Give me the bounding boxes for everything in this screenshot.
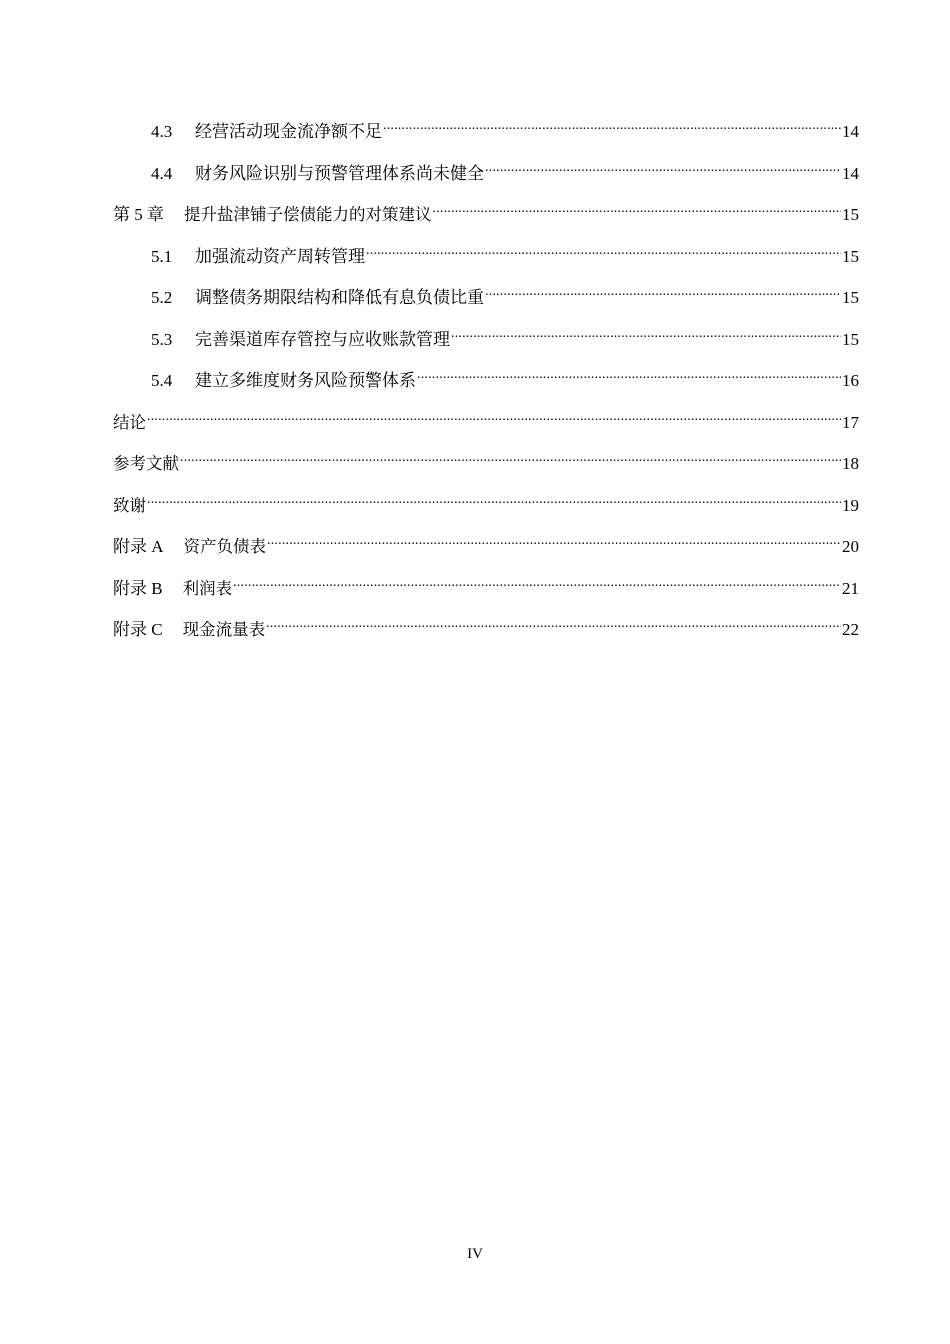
toc-entry-appendix-a[interactable] xyxy=(113,532,859,574)
toc-entry-page-number: 15 xyxy=(842,288,859,307)
toc-entry-page-number: 15 xyxy=(842,246,859,266)
toc-entry-page-number: 19 xyxy=(842,495,859,515)
toc-entry-number: 5.4 xyxy=(151,371,173,390)
toc-entry-page-number: 15 xyxy=(842,205,859,224)
toc-entry-number: 第 5 章 xyxy=(113,205,164,224)
toc-entry-title: 结论 xyxy=(113,412,146,432)
toc-dot-leader xyxy=(433,202,842,220)
toc-entry-page-number: 21 xyxy=(842,578,859,598)
toc-entry-5-4[interactable] xyxy=(113,366,859,408)
toc-entry-page-number: 14 xyxy=(842,122,859,141)
toc-entry-references[interactable] xyxy=(113,449,859,491)
toc-dot-leader xyxy=(485,285,841,303)
toc-entry-title: 建立多维度财务风险预警体系 xyxy=(195,371,416,390)
toc-entry-title: 致谢 xyxy=(113,495,146,515)
toc-entry-conclusion[interactable] xyxy=(113,408,859,450)
toc-entry-title: 参考文献 xyxy=(113,454,179,473)
toc-entry-page-number: 22 xyxy=(842,620,859,639)
toc-entry-number: 5.2 xyxy=(151,288,173,307)
toc-entry-4-3[interactable] xyxy=(113,117,859,159)
table-of-contents xyxy=(113,117,859,657)
toc-entry-5-3[interactable] xyxy=(113,325,859,367)
toc-dot-leader xyxy=(451,327,841,345)
toc-dot-leader xyxy=(180,451,841,469)
toc-dot-leader xyxy=(417,368,841,386)
toc-entry-5-2[interactable] xyxy=(113,283,859,325)
toc-entry-number: 附录 C xyxy=(113,620,163,639)
toc-entry-number: 4.4 xyxy=(151,163,173,183)
toc-entry-number: 5.3 xyxy=(151,329,173,349)
toc-dot-leader xyxy=(267,534,841,552)
toc-dot-leader xyxy=(233,576,841,594)
toc-dot-leader xyxy=(147,410,841,428)
toc-entry-appendix-b[interactable] xyxy=(113,574,859,616)
toc-entry-number: 附录 A xyxy=(113,537,164,556)
toc-entry-title: 提升盐津铺子偿债能力的对策建议 xyxy=(184,205,432,224)
toc-entry-chapter-5[interactable] xyxy=(113,200,859,242)
toc-entry-title: 现金流量表 xyxy=(182,620,266,639)
toc-entry-title: 经营活动现金流净额不足 xyxy=(195,122,382,141)
page-footer-number: IV xyxy=(467,1246,483,1262)
toc-entry-title: 完善渠道库存管控与应收账款管理 xyxy=(195,329,450,349)
toc-entry-number: 5.1 xyxy=(151,246,173,266)
toc-entry-page-number: 17 xyxy=(842,412,859,432)
toc-entry-number: 附录 B xyxy=(113,578,163,598)
toc-dot-leader xyxy=(366,244,841,262)
toc-dot-leader xyxy=(383,119,841,137)
toc-entry-acknowledgements[interactable] xyxy=(113,491,859,533)
toc-entry-number: 4.3 xyxy=(151,122,173,141)
toc-entry-page-number: 14 xyxy=(842,163,859,183)
toc-entry-title: 调整债务期限结构和降低有息负债比重 xyxy=(195,288,484,307)
toc-entry-4-4[interactable] xyxy=(113,159,859,201)
toc-entry-title: 资产负债表 xyxy=(183,537,267,556)
toc-entry-page-number: 15 xyxy=(842,329,859,349)
toc-entry-title: 利润表 xyxy=(182,578,233,598)
toc-entry-page-number: 16 xyxy=(842,371,859,390)
toc-entry-page-number: 18 xyxy=(842,454,859,473)
toc-entry-appendix-c[interactable] xyxy=(113,615,859,657)
toc-dot-leader xyxy=(266,617,841,635)
toc-entry-5-1[interactable] xyxy=(113,242,859,284)
toc-dot-leader xyxy=(147,493,841,511)
toc-dot-leader xyxy=(485,161,841,179)
toc-entry-page-number: 20 xyxy=(842,537,859,556)
toc-entry-title: 加强流动资产周转管理 xyxy=(195,246,365,266)
toc-entry-title: 财务风险识别与预警管理体系尚未健全 xyxy=(195,163,484,183)
